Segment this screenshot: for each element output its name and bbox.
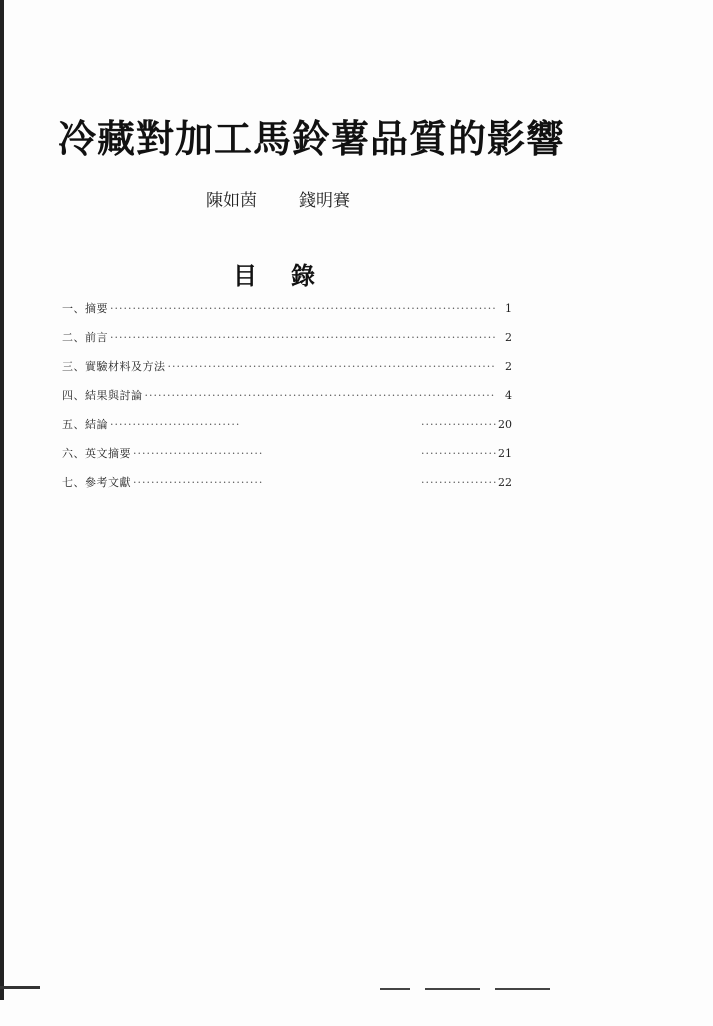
toc-leader-dots	[421, 447, 496, 460]
toc-leader-dots	[110, 331, 496, 344]
toc-entry-page: 2	[505, 360, 512, 373]
toc-entry-label: 五、結論	[62, 418, 108, 431]
toc-entry-label: 四、結果與討論	[62, 389, 143, 402]
toc-entry-page: 1	[505, 302, 512, 315]
toc-leader-dots	[110, 302, 496, 315]
toc-leader-dots	[145, 389, 497, 402]
toc-leader-dots	[133, 447, 263, 460]
toc-entry-label: 三、實驗材料及方法	[62, 360, 166, 373]
toc-entry-label: 六、英文摘要	[62, 447, 131, 460]
toc-entry-label: 二、前言	[62, 331, 108, 344]
scan-mark	[425, 988, 480, 990]
toc-entry	[62, 300, 512, 329]
toc-leader-dots	[110, 418, 240, 431]
toc-entry-page: 4	[505, 389, 512, 402]
toc-entry	[62, 445, 512, 474]
toc-entry-page: 21	[498, 447, 512, 460]
toc-entry	[62, 474, 512, 503]
binding-edge-bottom	[0, 986, 40, 989]
toc-heading: 目錄	[233, 262, 349, 290]
toc-entry-page: 2	[505, 331, 512, 344]
toc-entry	[62, 387, 512, 416]
toc-leader-dots	[421, 418, 496, 431]
toc-entry	[62, 329, 512, 358]
author-name: 錢明賽	[299, 191, 350, 211]
toc-leader-dots	[133, 476, 263, 489]
scan-mark	[495, 988, 550, 990]
toc-entry-label: 七、參考文獻	[62, 476, 131, 489]
document-title: 冷藏對加工馬鈴薯品質的影響	[58, 117, 566, 161]
table-of-contents	[62, 300, 512, 503]
binding-edge	[0, 0, 4, 1000]
scan-mark	[380, 988, 410, 990]
toc-entry-page: 20	[498, 418, 512, 431]
toc-leader-dots	[168, 360, 497, 373]
toc-entry	[62, 358, 512, 387]
author-name: 陳如茵	[206, 191, 257, 211]
toc-entry-page: 22	[498, 476, 512, 489]
toc-leader-dots	[421, 476, 496, 489]
toc-entry-label: 一、摘要	[62, 302, 108, 315]
toc-entry	[62, 416, 512, 445]
author-list	[206, 186, 350, 211]
